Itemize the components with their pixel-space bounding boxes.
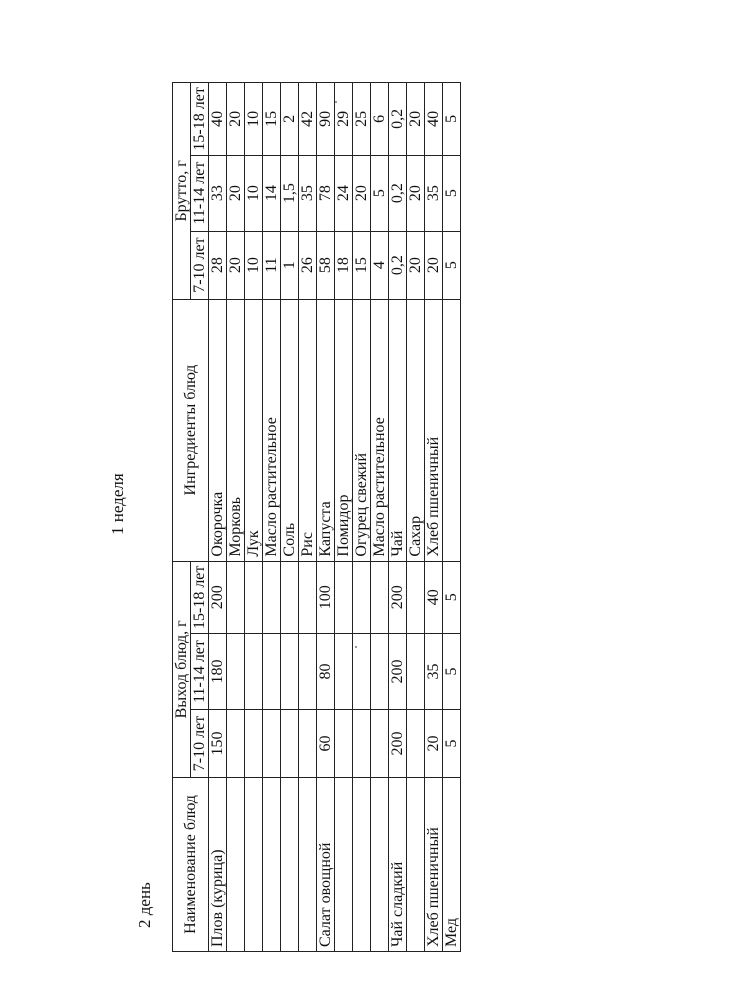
output-cell [245,561,263,633]
table-row [443,83,461,952]
ingredient-cell: Чай [389,299,407,561]
table-row [371,83,389,952]
output-cell: 200 [389,561,407,633]
output-cell [263,561,281,633]
output-cell [281,634,299,710]
dish-name-cell [371,778,389,952]
output-cell: 200 [209,561,227,633]
ingredient-cell: Масло растительное [371,299,389,561]
output-cell: 5 [443,710,461,778]
output-cell [353,634,371,710]
brutto-cell: 15 [263,83,281,155]
brutto-cell: 1 [281,231,299,299]
brutto-cell: 5 [443,231,461,299]
brutto-cell: 42 [299,83,317,155]
output-cell: 200 [389,710,407,778]
brutto-cell: 0,2 [389,83,407,155]
brutto-cell: 20 [407,155,425,231]
output-cell: 20 [425,710,443,778]
scan-speck [335,101,337,103]
output-cell [299,561,317,633]
output-cell [353,561,371,633]
output-cell: 35 [425,634,443,710]
brutto-cell: 24 [335,155,353,231]
ingredients-header: Ингредиенты блюд [173,299,209,561]
week-label: 1 неделя [108,473,127,535]
brutto-cell: 58 [317,231,335,299]
brutto-cell: 35 [299,155,317,231]
ingredient-cell: Помидор [335,299,353,561]
brutto-cell: 40 [209,83,227,155]
output-cell [371,561,389,633]
dish-name-cell [299,778,317,952]
output-group-header: Выход блюд, г [173,561,191,777]
brutto-cell: 11 [263,231,281,299]
age-header: 15-18 лет [191,561,209,633]
brutto-group-header: Брутто, г [173,83,191,299]
table-row [425,83,443,952]
age-header: 7-10 лет [191,231,209,299]
brutto-cell: 40 [425,83,443,155]
ingredient-cell: Рис [299,299,317,561]
dish-name-cell: Мед [443,778,461,952]
brutto-cell: 90 [317,83,335,155]
output-cell [299,710,317,778]
output-cell [335,710,353,778]
ingredient-cell: Лук [245,299,263,561]
age-header: 15-18 лет [191,83,209,155]
output-cell: 40 [425,561,443,633]
output-cell [227,710,245,778]
output-cell: 180 [209,634,227,710]
brutto-cell: 29 [335,83,353,155]
output-cell: 80 [317,634,335,710]
output-cell [281,561,299,633]
table-row [353,83,371,952]
dish-name-cell: Салат овощной [317,778,335,952]
dish-name-header: Наименование блюд [173,778,209,952]
table-row [317,83,335,952]
scan-speck [355,646,357,648]
age-header: 11-14 лет [191,634,209,710]
brutto-cell: 6 [371,83,389,155]
brutto-cell: 78 [317,155,335,231]
brutto-cell: 15 [353,231,371,299]
brutto-cell: 5 [443,155,461,231]
brutto-cell: 20 [227,231,245,299]
brutto-cell: 26 [299,231,317,299]
output-cell: 5 [443,634,461,710]
brutto-cell: 20 [407,83,425,155]
output-cell [263,634,281,710]
age-header: 11-14 лет [191,155,209,231]
brutto-cell: 20 [227,155,245,231]
output-cell [407,710,425,778]
output-cell: 5 [443,561,461,633]
table-row [281,83,299,952]
dish-name-cell [245,778,263,952]
ingredient-cell: Хлеб пшеничный [425,299,443,561]
brutto-cell: 5 [443,83,461,155]
output-cell [353,710,371,778]
output-cell [245,634,263,710]
brutto-cell: 0,2 [389,231,407,299]
table-row [263,83,281,952]
brutto-cell: 1,5 [281,155,299,231]
output-cell [299,634,317,710]
brutto-cell: 35 [425,155,443,231]
brutto-cell: 18 [335,231,353,299]
header-row-1 [173,83,191,952]
output-cell [407,561,425,633]
dish-name-cell [263,778,281,952]
brutto-cell: 20 [353,155,371,231]
table-row [335,83,353,952]
menu-table-body [209,83,461,952]
output-cell [227,634,245,710]
output-cell [263,710,281,778]
output-cell: 100 [317,561,335,633]
ingredient-cell [443,299,461,561]
age-header: 7-10 лет [191,710,209,778]
dish-name-cell: Хлеб пшеничный [425,778,443,952]
output-cell: 200 [389,634,407,710]
ingredient-cell: Сахар [407,299,425,561]
table-row [245,83,263,952]
table-row [299,83,317,952]
output-cell [335,634,353,710]
ingredient-cell: Морковь [227,299,245,561]
ingredient-cell: Капуста [317,299,335,561]
output-cell [245,710,263,778]
output-cell [371,634,389,710]
brutto-cell: 14 [263,155,281,231]
day-label: 2 день [135,882,154,928]
brutto-cell: 10 [245,231,263,299]
ingredient-cell: Масло растительное [263,299,281,561]
dish-name-cell [335,778,353,952]
output-cell: 150 [209,710,227,778]
brutto-cell: 10 [245,155,263,231]
dish-name-cell [407,778,425,952]
output-cell [227,561,245,633]
dish-name-cell: Плов (курица) [209,778,227,952]
brutto-cell: 2 [281,83,299,155]
output-cell [371,710,389,778]
output-cell [407,634,425,710]
dish-name-cell: Чай сладкий [389,778,407,952]
dish-name-cell [281,778,299,952]
brutto-cell: 0,2 [389,155,407,231]
output-cell [335,561,353,633]
brutto-cell: 20 [425,231,443,299]
ingredient-cell: Соль [281,299,299,561]
brutto-cell: 4 [371,231,389,299]
ingredient-cell: Окорочка [209,299,227,561]
output-cell: 60 [317,710,335,778]
brutto-cell: 20 [227,83,245,155]
table-row [407,83,425,952]
ingredient-cell: Огурец свежий [353,299,371,561]
table-row [227,83,245,952]
dish-name-cell [353,778,371,952]
brutto-cell: 10 [245,83,263,155]
brutto-cell: 5 [371,155,389,231]
table-row [389,83,407,952]
brutto-cell: 25 [353,83,371,155]
brutto-cell: 28 [209,231,227,299]
output-cell [281,710,299,778]
dish-name-cell [227,778,245,952]
brutto-cell: 20 [407,231,425,299]
menu-table [172,82,461,952]
brutto-cell: 33 [209,155,227,231]
table-row [209,83,227,952]
